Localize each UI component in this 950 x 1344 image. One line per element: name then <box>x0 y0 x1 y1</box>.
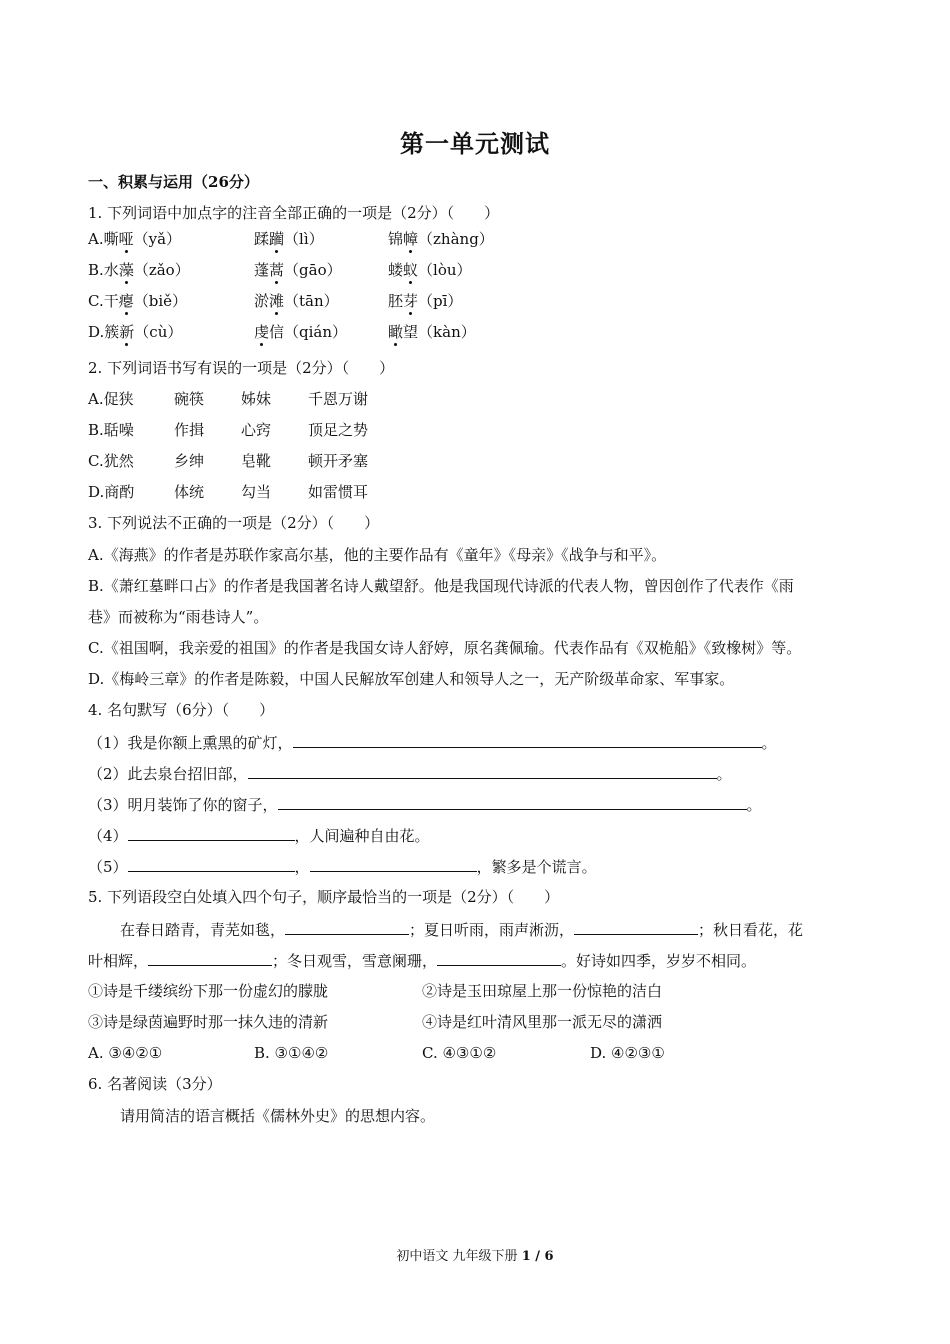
passage-line-2 <box>88 950 756 971</box>
word: 聒噪 <box>103 421 134 439</box>
footer-text: 初中语文 九年级下册 <box>396 1249 522 1264</box>
sentence-4: ④诗是红叶清风里那一派无尽的潇洒 <box>422 1013 663 1031</box>
dotted-char: 新 <box>119 323 135 341</box>
passage-text: 在春日踏青，青芜如毯， <box>120 921 286 939</box>
punct: 。 <box>716 765 732 783</box>
passage-text: ；冬日观雪，雪意阑珊， <box>272 952 438 970</box>
punct: 。 <box>746 796 762 814</box>
word: 体统 <box>174 483 205 501</box>
pinyin: （lòu） <box>418 261 472 279</box>
option-label: A. <box>88 230 104 248</box>
word: 心窍 <box>241 421 272 439</box>
word: 皂靴 <box>241 452 272 470</box>
page-number: 1 / 6 <box>521 1249 554 1264</box>
recite-line-3 <box>88 794 762 815</box>
pinyin: （qián） <box>284 323 348 341</box>
pinyin: （gāo） <box>284 261 342 279</box>
passage-blank[interactable] <box>574 919 698 935</box>
pinyin: （tān） <box>284 292 339 310</box>
punct: ， <box>294 858 310 876</box>
dotted-char: 芽 <box>403 292 419 310</box>
question-5-option-c: C. ④③①② <box>422 1044 497 1062</box>
question-5-stem: 5. 下列语段空白处填入四个句子，顺序最恰当的一项是（2分）（ ） <box>88 888 560 906</box>
passage-text: ；秋日看花，花 <box>698 921 804 939</box>
idiom: 如雷惯耳 <box>308 483 369 501</box>
passage-blank[interactable] <box>437 950 561 966</box>
passage-line-1 <box>120 919 803 940</box>
question-3-option-d: D.《梅岭三章》的作者是陈毅，中国人民解放军创建人和领导人之一，无产阶级革命家、军事家。 <box>88 670 735 688</box>
dotted-char: 躏 <box>269 230 285 248</box>
pinyin: （lì） <box>284 230 324 248</box>
prompt-text: ，人间遍种自由花。 <box>294 827 430 845</box>
sentence-1: ①诗是千缕缤纷下那一份虚幻的朦胧 <box>88 982 329 1000</box>
dotted-char: 瘪 <box>118 292 134 310</box>
pinyin: （zǎo） <box>133 261 190 279</box>
word-char: 望 <box>403 323 419 341</box>
prompt-text: ，繁多是个谎言。 <box>476 858 597 876</box>
page-title: 第一单元测试 <box>400 129 550 158</box>
word-char: 信 <box>269 323 285 341</box>
passage-text: ；夏日听雨，雨声淅沥， <box>409 921 575 939</box>
answer-blank[interactable] <box>278 794 747 810</box>
question-3-option-c: C.《祖国啊，我亲爱的祖国》的作者是我国女诗人舒婷，原名龚佩瑜。代表作品有《双桅船》《致橡树》等。 <box>88 639 802 657</box>
word-char: 簇 <box>104 323 120 341</box>
option-label: D. <box>88 483 105 501</box>
question-6-body: 请用简洁的语言概括《儒林外史》的思想内容。 <box>120 1107 436 1125</box>
answer-blank[interactable] <box>293 732 762 748</box>
pinyin: （biě） <box>133 292 188 310</box>
idiom: 顶足之势 <box>308 421 369 439</box>
word: 作揖 <box>174 421 205 439</box>
word: 促狭 <box>103 390 134 408</box>
pinyin: （pī） <box>418 292 463 310</box>
word: 商酌 <box>104 483 135 501</box>
word-char: 嘶 <box>103 230 119 248</box>
word-char: 胚 <box>388 292 404 310</box>
question-3-option-a: A.《海燕》的作者是苏联作家高尔基，他的主要作品有《童年》《母亲》《战争与和平》。 <box>88 546 667 564</box>
dotted-char: 藻 <box>118 261 134 279</box>
answer-blank[interactable] <box>128 856 295 872</box>
question-6-stem: 6. 名著阅读（3分） <box>88 1075 222 1093</box>
answer-blank[interactable] <box>310 856 477 872</box>
word: 犹然 <box>103 452 134 470</box>
question-3-stem: 3. 下列说法不正确的一项是（2分）（ ） <box>88 514 380 532</box>
word: 乡绅 <box>174 452 205 470</box>
question-2-stem: 2. 下列词语书写有误的一项是（2分）（ ） <box>88 359 395 377</box>
sentence-2: ②诗是玉田琼屋上那一份惊艳的洁白 <box>422 982 663 1000</box>
word-char: 蝼 <box>388 261 404 279</box>
idiom: 千恩万谢 <box>308 390 369 408</box>
word-char: 淤 <box>254 292 270 310</box>
word: 勾当 <box>241 483 272 501</box>
option-label: D. <box>88 323 105 341</box>
word-char: 干 <box>103 292 119 310</box>
sentence-3: ③诗是绿茵遍野时那一抹久违的清新 <box>88 1013 329 1031</box>
punct: 。 <box>761 734 777 752</box>
recite-line-5 <box>88 856 597 877</box>
answer-blank[interactable] <box>248 763 717 779</box>
dotted-char: 瞰 <box>388 323 404 341</box>
question-5-option-a: A. ③④②① <box>88 1044 163 1062</box>
prompt-text: （4） <box>88 827 128 845</box>
question-1-stem: 1. 下列词语中加点字的注音全部正确的一项是（2分）（ ） <box>88 204 500 222</box>
word: 姊妹 <box>241 390 272 408</box>
word-char: 蹂 <box>254 230 270 248</box>
option-label: B. <box>88 261 104 279</box>
recite-line-1 <box>88 732 777 753</box>
passage-text: 。好诗如四季，岁岁不相同。 <box>561 952 757 970</box>
dotted-char: 滩 <box>269 292 285 310</box>
option-label: B. <box>88 421 104 439</box>
question-5-option-d: D. ④②③① <box>590 1044 665 1062</box>
pinyin: （cù） <box>134 323 183 341</box>
passage-text: 叶相辉， <box>88 952 149 970</box>
pinyin: （kàn） <box>418 323 476 341</box>
pinyin: （yǎ） <box>133 230 182 248</box>
question-5-option-b: B. ③①④② <box>254 1044 329 1062</box>
option-label: C. <box>88 452 104 470</box>
recite-line-2 <box>88 763 732 784</box>
question-4-stem: 4. 名句默写（6分）（ ） <box>88 701 275 719</box>
answer-blank[interactable] <box>128 825 295 841</box>
word-char: 水 <box>103 261 119 279</box>
question-3-option-b-cont: 巷》而被称为“雨巷诗人”。 <box>88 608 269 626</box>
word-char: 蓬 <box>254 261 270 279</box>
word-char: 锦 <box>388 230 404 248</box>
dotted-char: 蚁 <box>403 261 419 279</box>
dotted-char: 哑 <box>118 230 134 248</box>
prompt-text: （3）明月装饰了你的窗子， <box>88 796 278 814</box>
section-heading: 一、积累与运用（26分） <box>88 173 259 191</box>
dotted-char: 虔 <box>254 323 270 341</box>
word: 碗筷 <box>174 390 205 408</box>
passage-blank[interactable] <box>148 950 272 966</box>
idiom: 顿开矛塞 <box>308 452 369 470</box>
dotted-char: 蒿 <box>269 261 285 279</box>
passage-blank[interactable] <box>285 919 409 935</box>
option-label: C. <box>88 292 104 310</box>
option-label: A. <box>88 390 104 408</box>
page-footer <box>0 1245 950 1264</box>
prompt-text: （2）此去泉台招旧部， <box>88 765 248 783</box>
recite-line-4 <box>88 825 430 846</box>
question-3-option-b: B.《萧红墓畔口占》的作者是我国著名诗人戴望舒。他是我国现代诗派的代表人物，曾因创作了代表作《雨 <box>88 577 794 595</box>
prompt-text: （5） <box>88 858 128 876</box>
dotted-char: 幛 <box>403 230 419 248</box>
prompt-text: （1）我是你额上熏黑的矿灯， <box>88 734 293 752</box>
pinyin: （zhàng） <box>418 230 494 248</box>
